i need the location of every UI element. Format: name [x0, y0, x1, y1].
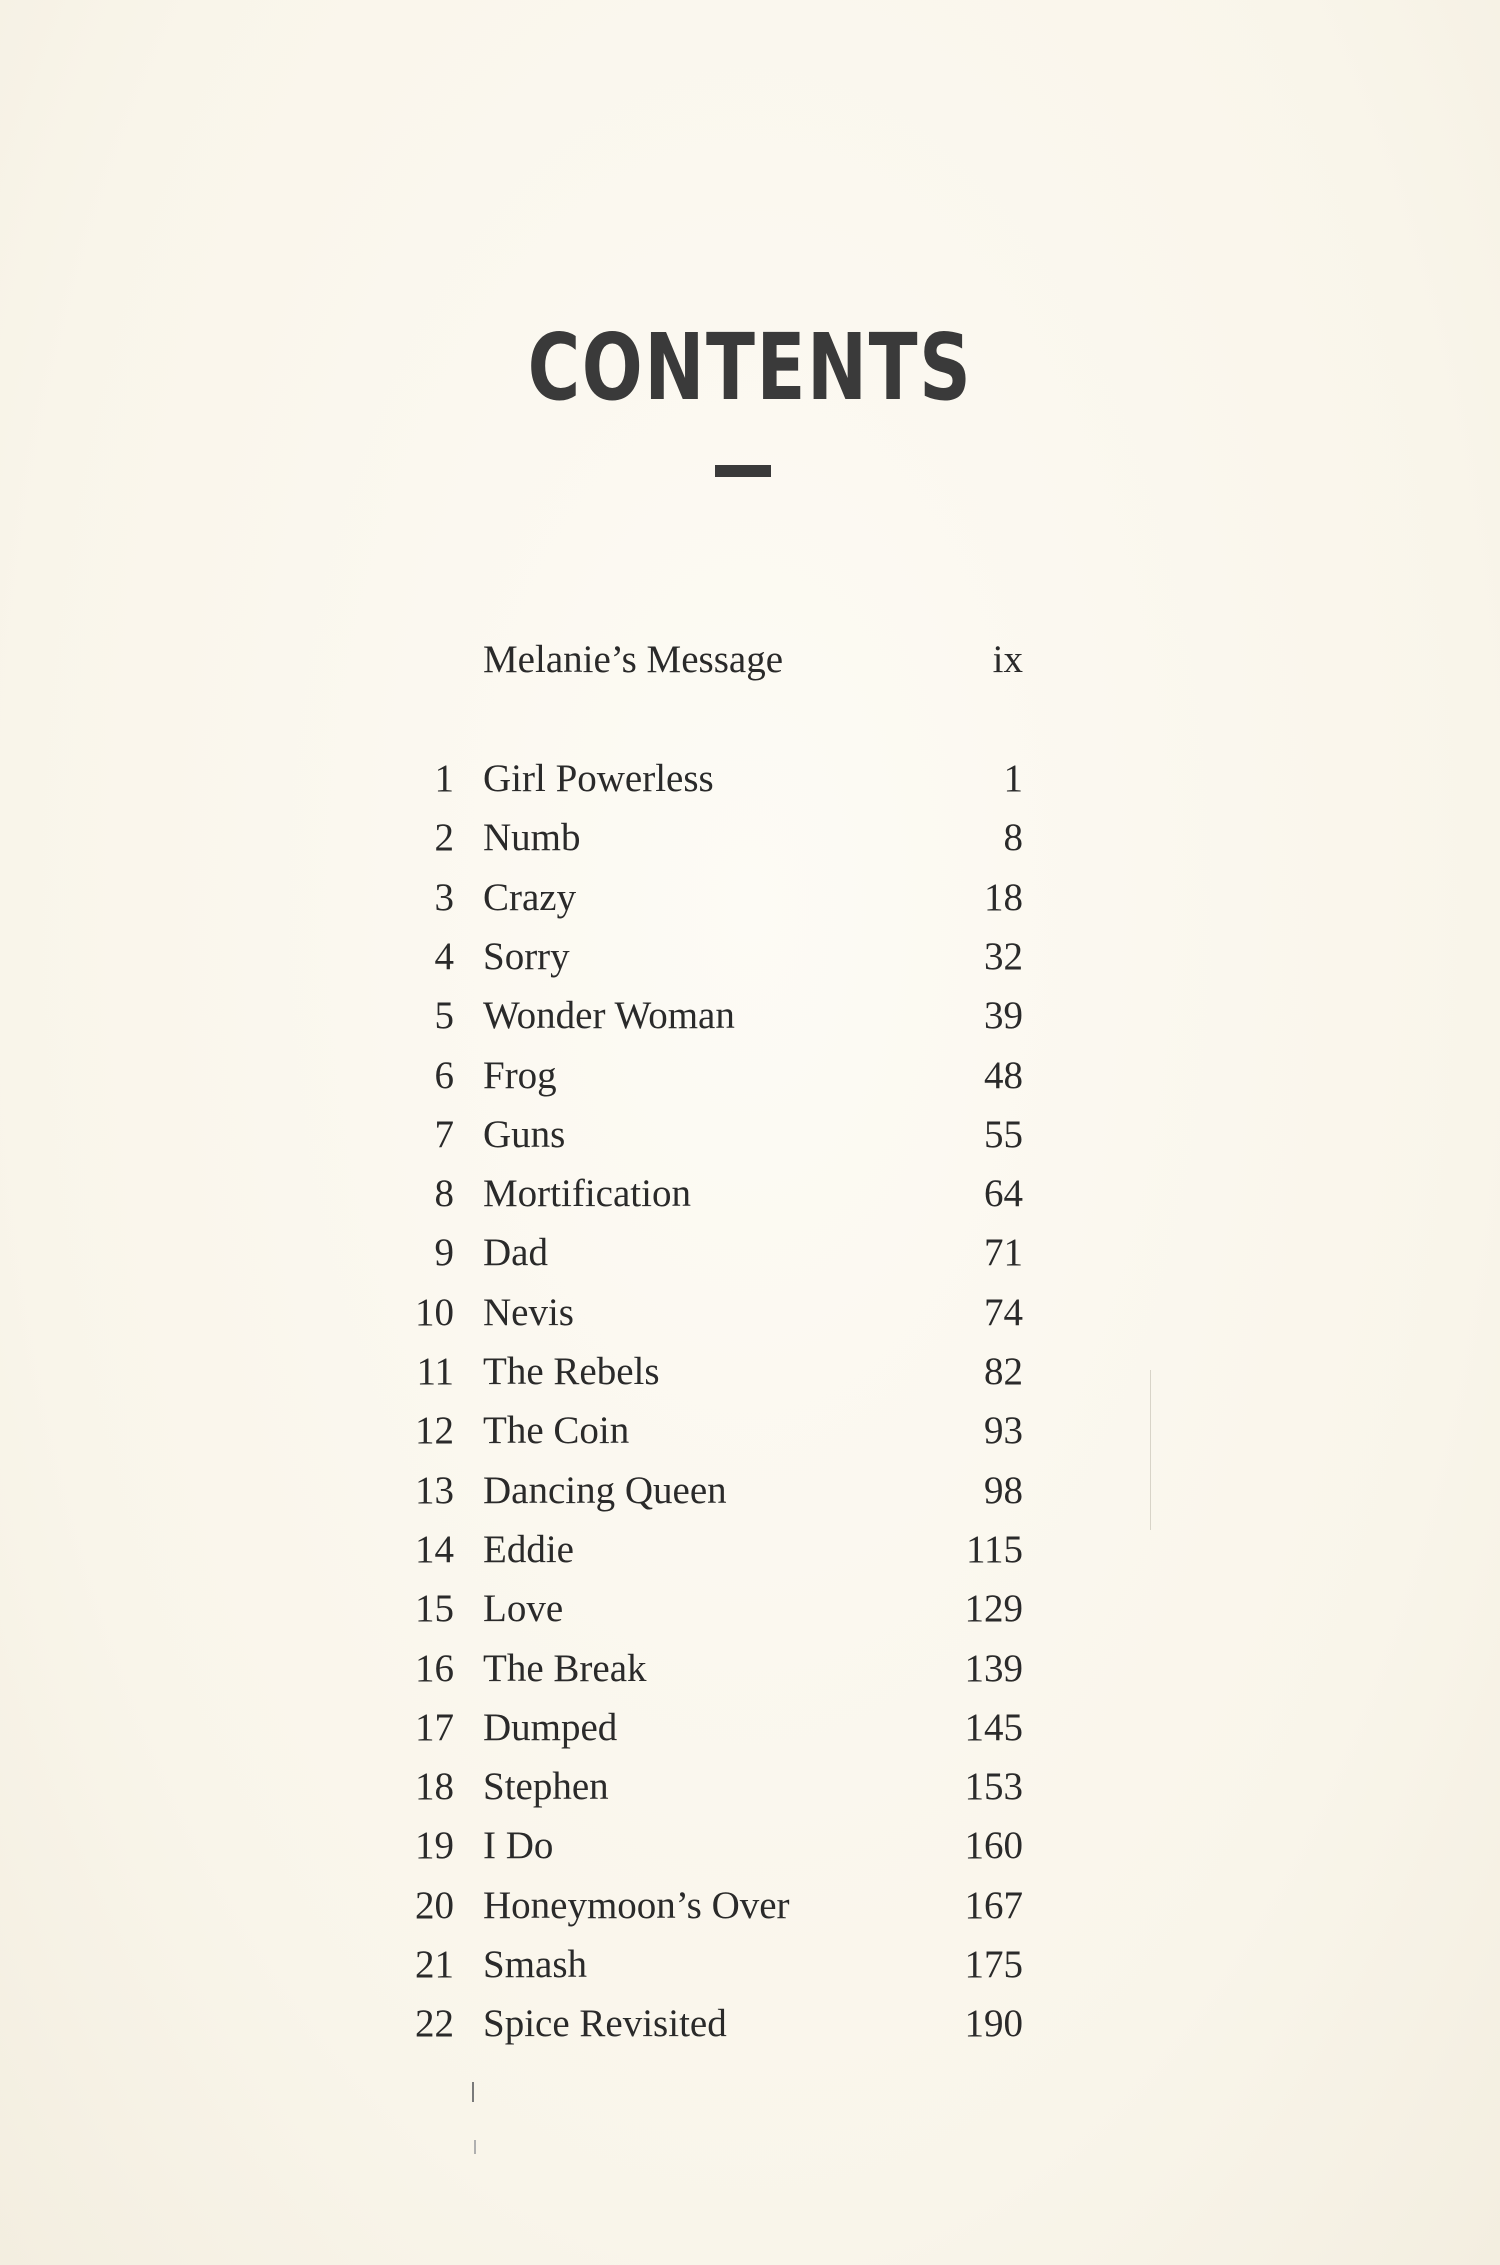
toc-chapter-number: 1: [434, 757, 454, 800]
toc-chapter-page: 1: [1003, 757, 1023, 800]
toc-intro-entry[interactable]: [0, 630, 1500, 689]
toc-chapter-entry[interactable]: [0, 1046, 1500, 1105]
toc-chapter-number: 9: [434, 1231, 454, 1275]
toc-chapter-number: 18: [415, 1765, 454, 1809]
toc-chapter-title: Mortification: [483, 1172, 691, 1216]
toc-chapter-page: 145: [964, 1705, 1023, 1749]
toc-chapter-number: 8: [434, 1172, 454, 1216]
toc-chapter-page: 82: [984, 1350, 1023, 1393]
page-title: CONTENTS: [527, 314, 973, 421]
toc-chapter-entry[interactable]: [0, 1994, 1500, 2053]
toc-chapter-page: 115: [965, 1527, 1023, 1571]
toc-chapter-number: 5: [434, 994, 454, 1038]
scan-mark: [1150, 1370, 1151, 1530]
toc-chapter-entry[interactable]: [0, 749, 1500, 808]
toc-chapter-title: Frog: [483, 1053, 557, 1097]
toc-chapter-number: 6: [434, 1053, 454, 1097]
toc-chapter-entry[interactable]: [0, 1342, 1500, 1401]
toc-chapter-entry[interactable]: [0, 1579, 1500, 1638]
scan-mark: [472, 2082, 474, 2102]
toc-chapter-number: 12: [415, 1409, 454, 1453]
toc-chapter-number: 4: [434, 934, 454, 978]
toc-chapter-title: Guns: [483, 1112, 566, 1156]
toc-chapter-title: Dancing Queen: [483, 1468, 727, 1512]
toc-chapter-title: Numb: [483, 816, 581, 860]
toc-chapter-page: 93: [984, 1409, 1023, 1453]
toc-chapter-number: 2: [434, 816, 454, 860]
toc-chapter-entry[interactable]: [0, 1223, 1500, 1282]
toc-chapter-page: 39: [984, 994, 1023, 1038]
toc-chapter-page: 18: [984, 875, 1023, 919]
toc-chapter-entry[interactable]: [0, 1164, 1500, 1223]
toc-chapter-title: Smash: [483, 1943, 588, 1986]
toc-chapter-entry[interactable]: [0, 1816, 1500, 1875]
toc-chapter-entry[interactable]: [0, 986, 1500, 1045]
toc-chapter-entry[interactable]: [0, 808, 1500, 867]
toc-chapter-entry[interactable]: [0, 868, 1500, 927]
toc-chapter-page: 129: [964, 1587, 1023, 1631]
toc-chapter-number: 15: [415, 1587, 454, 1631]
toc-chapter-number: 22: [415, 2002, 454, 2046]
toc-chapter-page: 55: [984, 1112, 1023, 1156]
toc-chapter-title: Wonder Woman: [483, 994, 735, 1038]
toc-chapter-title: Girl Powerless: [483, 757, 714, 800]
toc-chapter-title: Crazy: [483, 875, 577, 919]
toc-chapter-title: Dad: [483, 1231, 548, 1275]
toc-chapter-entry[interactable]: [0, 1935, 1500, 1994]
toc-chapter-entry[interactable]: [0, 1283, 1500, 1342]
toc-chapter-number: 21: [415, 1943, 454, 1986]
toc-chapter-page: 175: [964, 1943, 1023, 1986]
toc-chapter-title: Stephen: [483, 1765, 609, 1809]
toc-chapter-page: 32: [984, 934, 1023, 978]
toc-chapter-entry[interactable]: [0, 1105, 1500, 1164]
toc-chapter-entry[interactable]: [0, 1698, 1500, 1757]
toc-chapter-entry[interactable]: [0, 1876, 1500, 1935]
toc-chapter-number: 19: [415, 1824, 454, 1868]
toc-chapter-page: 160: [964, 1824, 1023, 1868]
toc-chapter-number: 16: [415, 1646, 454, 1690]
toc-chapter-page: 8: [1003, 816, 1023, 860]
toc-chapter-entry[interactable]: [0, 1757, 1500, 1816]
toc-entry-title: Melanie’s Message: [483, 638, 784, 681]
scan-mark: [474, 2140, 476, 2154]
toc-chapter-title: Honeymoon’s Over: [483, 1883, 790, 1927]
toc-chapter-entry[interactable]: [0, 927, 1500, 986]
toc-chapter-title: Eddie: [483, 1527, 574, 1571]
toc-chapter-entry[interactable]: [0, 1639, 1500, 1698]
toc-chapter-page: 64: [984, 1172, 1023, 1216]
toc-chapter-entry[interactable]: [0, 1461, 1500, 1520]
toc-chapter-title: Love: [483, 1587, 564, 1631]
toc-chapter-title: The Coin: [483, 1409, 630, 1453]
toc-chapter-title: Spice Revisited: [483, 2002, 727, 2046]
toc-chapter-page: 71: [984, 1231, 1023, 1275]
toc-chapter-page: 139: [964, 1646, 1023, 1690]
toc-chapter-number: 17: [415, 1705, 454, 1749]
toc-chapter-page: 190: [964, 2002, 1023, 2046]
toc-chapter-page: 74: [984, 1290, 1023, 1334]
toc-chapter-number: 13: [415, 1468, 454, 1512]
title-divider: [715, 465, 771, 477]
toc-chapter-page: 48: [984, 1053, 1023, 1097]
toc-chapter-number: 20: [415, 1883, 454, 1927]
toc-chapter-title: The Break: [483, 1646, 647, 1690]
toc-chapter-title: Dumped: [483, 1705, 618, 1749]
toc-chapter-number: 3: [434, 875, 454, 919]
toc-chapter-number: 11: [416, 1350, 454, 1393]
toc-chapter-number: 10: [415, 1290, 454, 1334]
toc-chapter-title: The Rebels: [483, 1350, 660, 1393]
toc-chapter-number: 14: [415, 1527, 454, 1571]
toc-chapter-title: Nevis: [483, 1290, 574, 1334]
toc-entry-page: ix: [992, 638, 1023, 681]
toc-chapter-title: Sorry: [483, 934, 570, 978]
toc-chapter-number: 7: [434, 1112, 454, 1156]
toc-chapter-page: 167: [964, 1883, 1023, 1927]
toc-chapter-page: 98: [984, 1468, 1023, 1512]
toc-chapter-entry[interactable]: [0, 1401, 1500, 1460]
toc-chapter-entry[interactable]: [0, 1520, 1500, 1579]
toc-chapter-page: 153: [964, 1765, 1023, 1809]
toc-chapter-title: I Do: [483, 1824, 554, 1868]
